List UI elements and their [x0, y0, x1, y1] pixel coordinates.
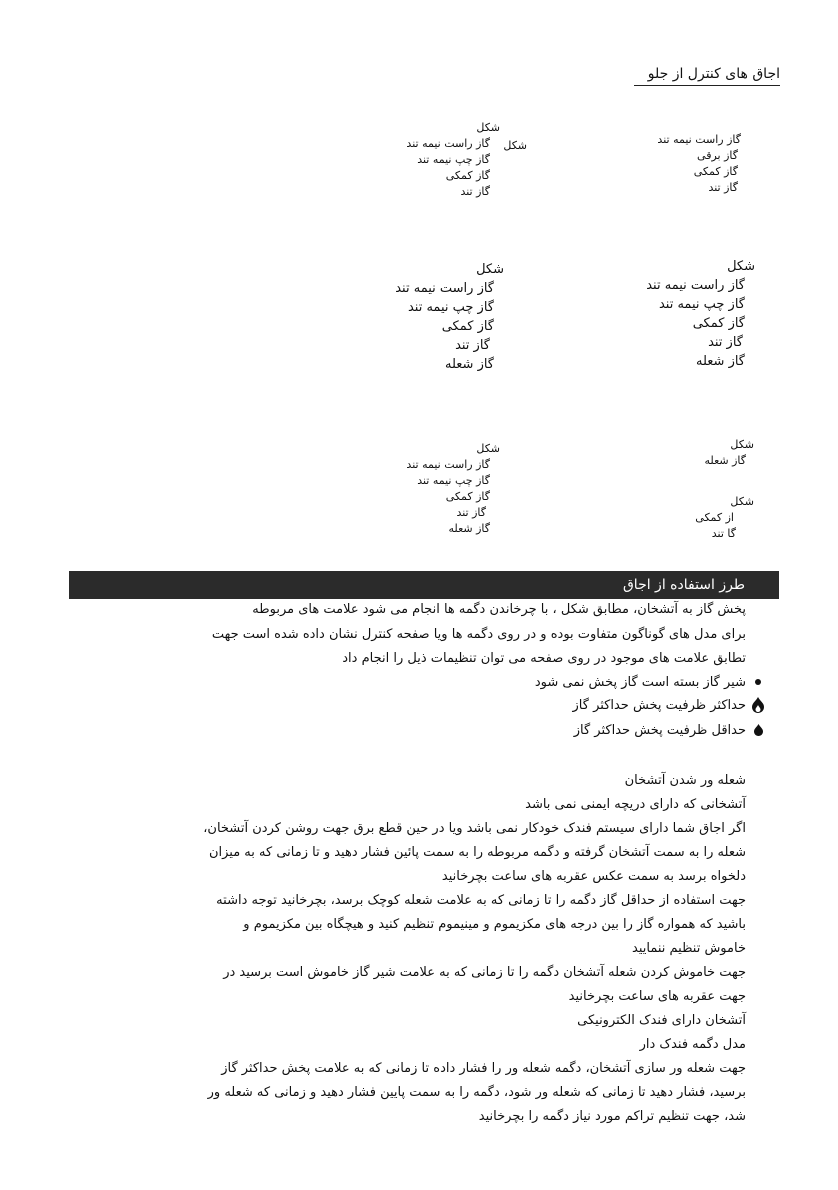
legend-text: شیر گاز بسته است گاز پخش نمی شود — [534, 674, 746, 690]
figure-label: گاز تند — [455, 338, 490, 353]
figure-label: گاز کمکی — [445, 169, 490, 182]
subheading: مدل دگمه فندک دار — [639, 1037, 746, 1052]
figure-label: از کمکی — [695, 511, 734, 524]
figure-label: گاز چپ نیمه تند — [417, 153, 490, 166]
figure-label: گاز شعله — [445, 357, 494, 372]
figure-b-right-labels — [646, 257, 755, 371]
legend-row-max — [573, 694, 770, 716]
figure-label: گاز راست نیمه تند — [406, 137, 490, 150]
text-line: اگر اجاق شما دارای سیستم فندک خودکار نمی باشد ویا در حین قطع برق جهت روشن کردن آتشخان، — [203, 821, 746, 836]
text-line: برسید، فشار دهید تا زمانی که شعله ور شود، دگمه را به سمت پایین فشار دهید و زمانی که شعله ور — [207, 1085, 746, 1100]
figure-label: گا تند — [711, 527, 736, 540]
figure-label: گاز راست نیمه تند — [395, 281, 494, 296]
subheading: آتشخانی که دارای دریچه ایمنی نمی باشد — [525, 797, 746, 812]
dot-icon — [746, 678, 770, 686]
figure-label: گاز شعله — [448, 522, 490, 535]
text-line: جهت عقربه های ساعت بچرخانید — [568, 989, 746, 1004]
small-flame-icon — [746, 724, 770, 736]
figure-label: گاز تند — [460, 185, 490, 198]
figure-label: گاز راست نیمه تند — [657, 133, 741, 146]
text-line: دلخواه برسد به سمت عکس عقربه های ساعت بچرخانید — [441, 869, 746, 884]
section-title: طرز استفاده از اجاق — [622, 577, 745, 593]
intro-paragraph — [212, 598, 746, 672]
figure-a-left-caption: شکل — [476, 121, 500, 134]
figure-label: گاز تند — [708, 181, 738, 194]
figure-label: گاز چپ نیمه تند — [658, 297, 745, 312]
figure-label: گاز شعله — [696, 354, 745, 369]
figure-label: گاز راست نیمه تند — [406, 458, 490, 471]
figure-caption: شکل — [476, 442, 500, 455]
text-line: جهت شعله ور سازی آتشخان، دگمه شعله ور را فشار داده تا زمانی که به علامت پخش حداکثر گاز — [221, 1061, 746, 1076]
figure-caption: شکل — [730, 495, 754, 508]
text-line: شد، جهت تنظیم تراکم مورد نیاز دگمه را بچرخانید — [478, 1109, 746, 1124]
large-flame-icon — [746, 697, 770, 713]
figure-label: گاز راست نیمه تند — [646, 278, 745, 293]
figure-label: گاز تند — [456, 506, 486, 519]
text-line: برای مدل های گوناگون متفاوت بوده و در روی دگمه ها ویا صفحه کنترل نشان داده شده است جهت — [211, 626, 746, 642]
legend-text: حداقل ظرفیت پخش حداکثر گاز — [573, 722, 746, 738]
legend-row-min — [574, 719, 770, 741]
legend-row-closed — [535, 671, 770, 693]
figure-c-right-bottom-labels — [695, 494, 754, 542]
figure-caption: شکل — [476, 262, 504, 277]
text-line: باشید که همواره گاز را بین درجه های مکزیموم و مینیموم تنظیم کنید و هیچگاه بین مکزیموم و — [243, 917, 746, 932]
figure-a-right-labels — [657, 132, 741, 196]
legend-text: حداکثر ظرفیت پخش حداکثر گاز — [572, 697, 746, 713]
figure-label: گاز کمکی — [692, 316, 745, 331]
figure-label: گاز کمکی — [693, 165, 738, 178]
text-line: خاموش تنظیم ننمایید — [632, 941, 746, 956]
figure-c-left-labels — [406, 441, 500, 537]
section-header-usage — [69, 571, 779, 599]
figure-label: گاز چپ نیمه تند — [417, 474, 490, 487]
figure-caption: شکل — [727, 259, 755, 274]
figure-label: گاز کمکی — [441, 319, 494, 334]
figure-b-left-labels — [395, 260, 504, 374]
figure-label: گاز شعله — [704, 454, 746, 467]
figure-caption: شکل — [730, 438, 754, 451]
text-line: پخش گاز به آتشخان، مطابق شکل ، با چرخاندن دگمه ها انجام می شود علامت های مربوطه — [252, 602, 746, 617]
page-title: اجاق های کنترل از جلو — [634, 66, 780, 86]
figure-a-left-labels — [406, 136, 490, 200]
subheading: آتشخان دارای فندک الکترونیکی — [577, 1013, 746, 1028]
text-line: تطابق علامت های موجود در روی صفحه می توان تنظیمات ذیل را انجام داد — [342, 651, 746, 666]
figure-label: گاز تند — [708, 335, 743, 350]
figure-c-right-top-labels — [705, 437, 754, 469]
text-line: شعله را به سمت آتشخان گرفته و دگمه مربوطه را به سمت پائین فشار دهید و تا زمانی که به میزان — [208, 845, 746, 860]
figure-a-left-side-caption: شکل — [503, 139, 527, 152]
ignition-instructions — [203, 769, 746, 1129]
figure-label: گاز کمکی — [445, 490, 490, 503]
text-line: جهت استفاده از حداقل گاز دگمه را تا زمانی که به علامت شعله کوچک برسد، بچرخانید توجه داشته — [216, 893, 746, 908]
subheading: شعله ور شدن آتشخان — [624, 773, 746, 788]
text-line: جهت خاموش کردن شعله آتشخان دگمه را تا زمانی که به علامت شیر گاز خاموش است برسید در — [223, 965, 746, 980]
figure-label: گاز چپ نیمه تند — [407, 300, 494, 315]
figure-label: گاز برقی — [697, 149, 738, 162]
